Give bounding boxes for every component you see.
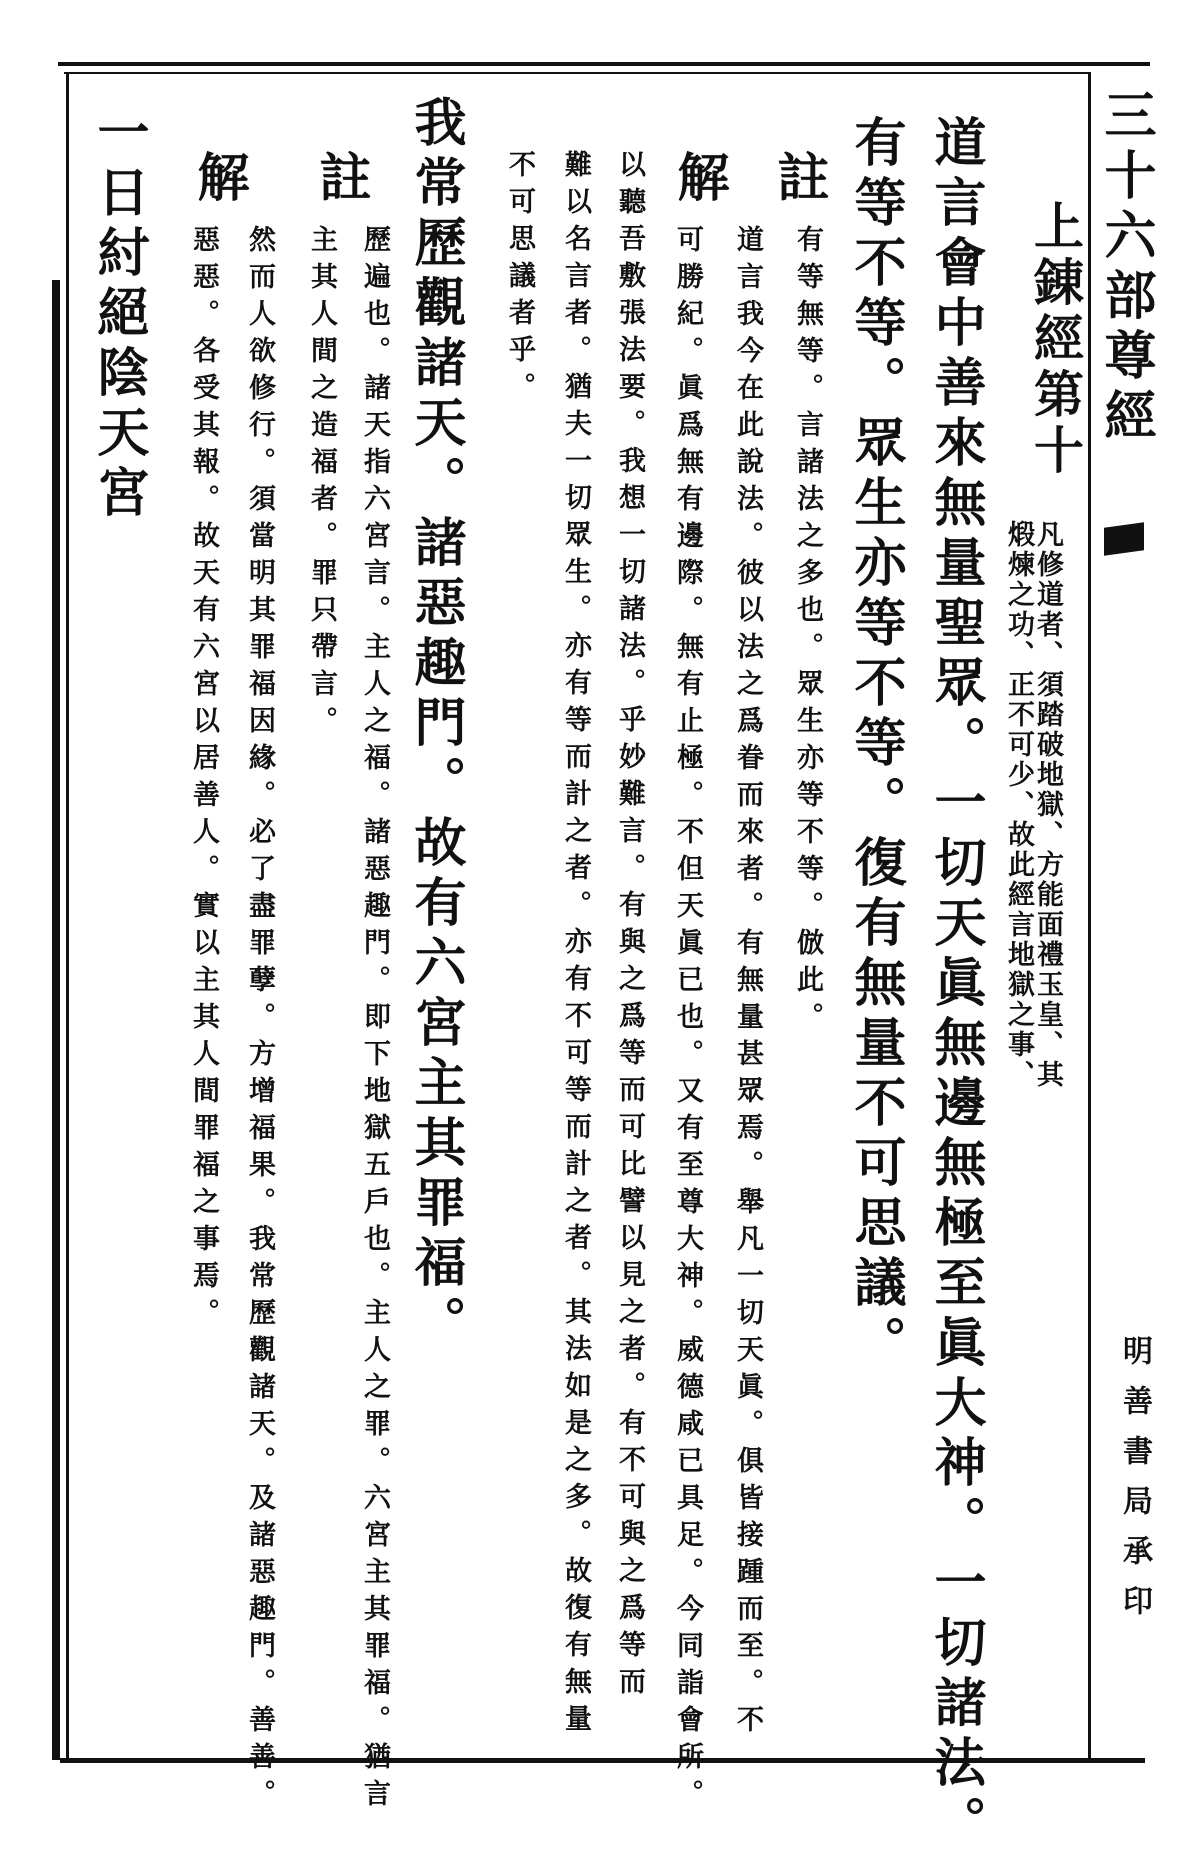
zhu-label-1: 註 bbox=[768, 150, 829, 202]
jie-label-2: 解 bbox=[188, 150, 249, 202]
page-border-top-inner bbox=[64, 72, 1089, 74]
running-title: 三十六部尊經 bbox=[1095, 88, 1156, 448]
jie-text-2a: 然而人欲修行。須當明其罪福因緣。必了盡罪孽。方增福果。我常歷觀諸天。及諸惡趣門。善善。 bbox=[244, 225, 275, 1816]
title-note-line-2: 煅煉之功、正不可少、故此經言地獄之事、 bbox=[1003, 520, 1034, 1090]
title-note-line-1: 凡修道者、須踏破地獄、方能面禮玉皇、其 bbox=[1032, 520, 1063, 1090]
chapter-title: 上錬經第十 bbox=[1026, 200, 1085, 480]
binding-rule bbox=[52, 280, 60, 1760]
jie-text-1b: 可勝紀。眞爲無有邊際。無有止極。不但天眞已也。又有至尊大神。威德咸已具足。今同詣會所。 bbox=[672, 225, 703, 1816]
jie-text-2b: 惡惡。各受其報。故天有六宮以居善人。實以主其人間罪福之事焉。 bbox=[188, 225, 219, 1335]
zhu-label-2: 註 bbox=[310, 150, 371, 202]
jie-text-1e: 不可思議者乎。 bbox=[504, 150, 535, 409]
sutra-text-3: 一日紂絕陰天宮 bbox=[88, 105, 149, 525]
jie-label-1: 解 bbox=[668, 150, 729, 202]
jie-text-1d: 難以名言者。猶夫一切眾生。亦有等而計之者。亦有不可等而計之者。其法如是之多。故復有無量 bbox=[560, 150, 591, 1741]
sutra-text-1b: 有等不等。眾生亦等不等。復有無量不可思議。 bbox=[845, 115, 906, 1375]
zhu-text-2b: 主其人間之造福者。罪只帶言。 bbox=[306, 225, 337, 743]
margin-divider bbox=[1088, 72, 1091, 1760]
zhu-text-1: 有等無等。言諸法之多也。眾生亦等不等。倣此。 bbox=[792, 225, 823, 1039]
page-border-top bbox=[58, 62, 1150, 66]
jie-text-1a: 道言我今在此說法。彼以法之爲眷而來者。有無量甚眾焉。舉凡一切天眞。俱皆接踵而至。不 bbox=[732, 225, 763, 1742]
publisher-imprint: 明善書局承印 bbox=[1117, 1335, 1152, 1635]
page-border-left bbox=[66, 72, 69, 1762]
jie-text-1c: 以聽吾敷張法要。我想一切諸法。乎妙難言。有與之爲等而可比譬以見之者。有不可與之爲等而 bbox=[614, 150, 645, 1704]
sutra-text-1a: 道言會中善來無量聖眾。一切天眞無邊無極至眞大神。一切諸法。 bbox=[925, 115, 986, 1855]
zhu-text-2a: 歷遍也。諸天指六宮言。主人之福。諸惡趣門。即下地獄五戶也。主人之罪。六宮主其罪福。猶言 bbox=[359, 225, 390, 1816]
fishtail-mark bbox=[1104, 522, 1144, 556]
sutra-text-2: 我常歷觀諸天。諸惡趣門。故有六宮主其罪福。 bbox=[405, 95, 466, 1355]
